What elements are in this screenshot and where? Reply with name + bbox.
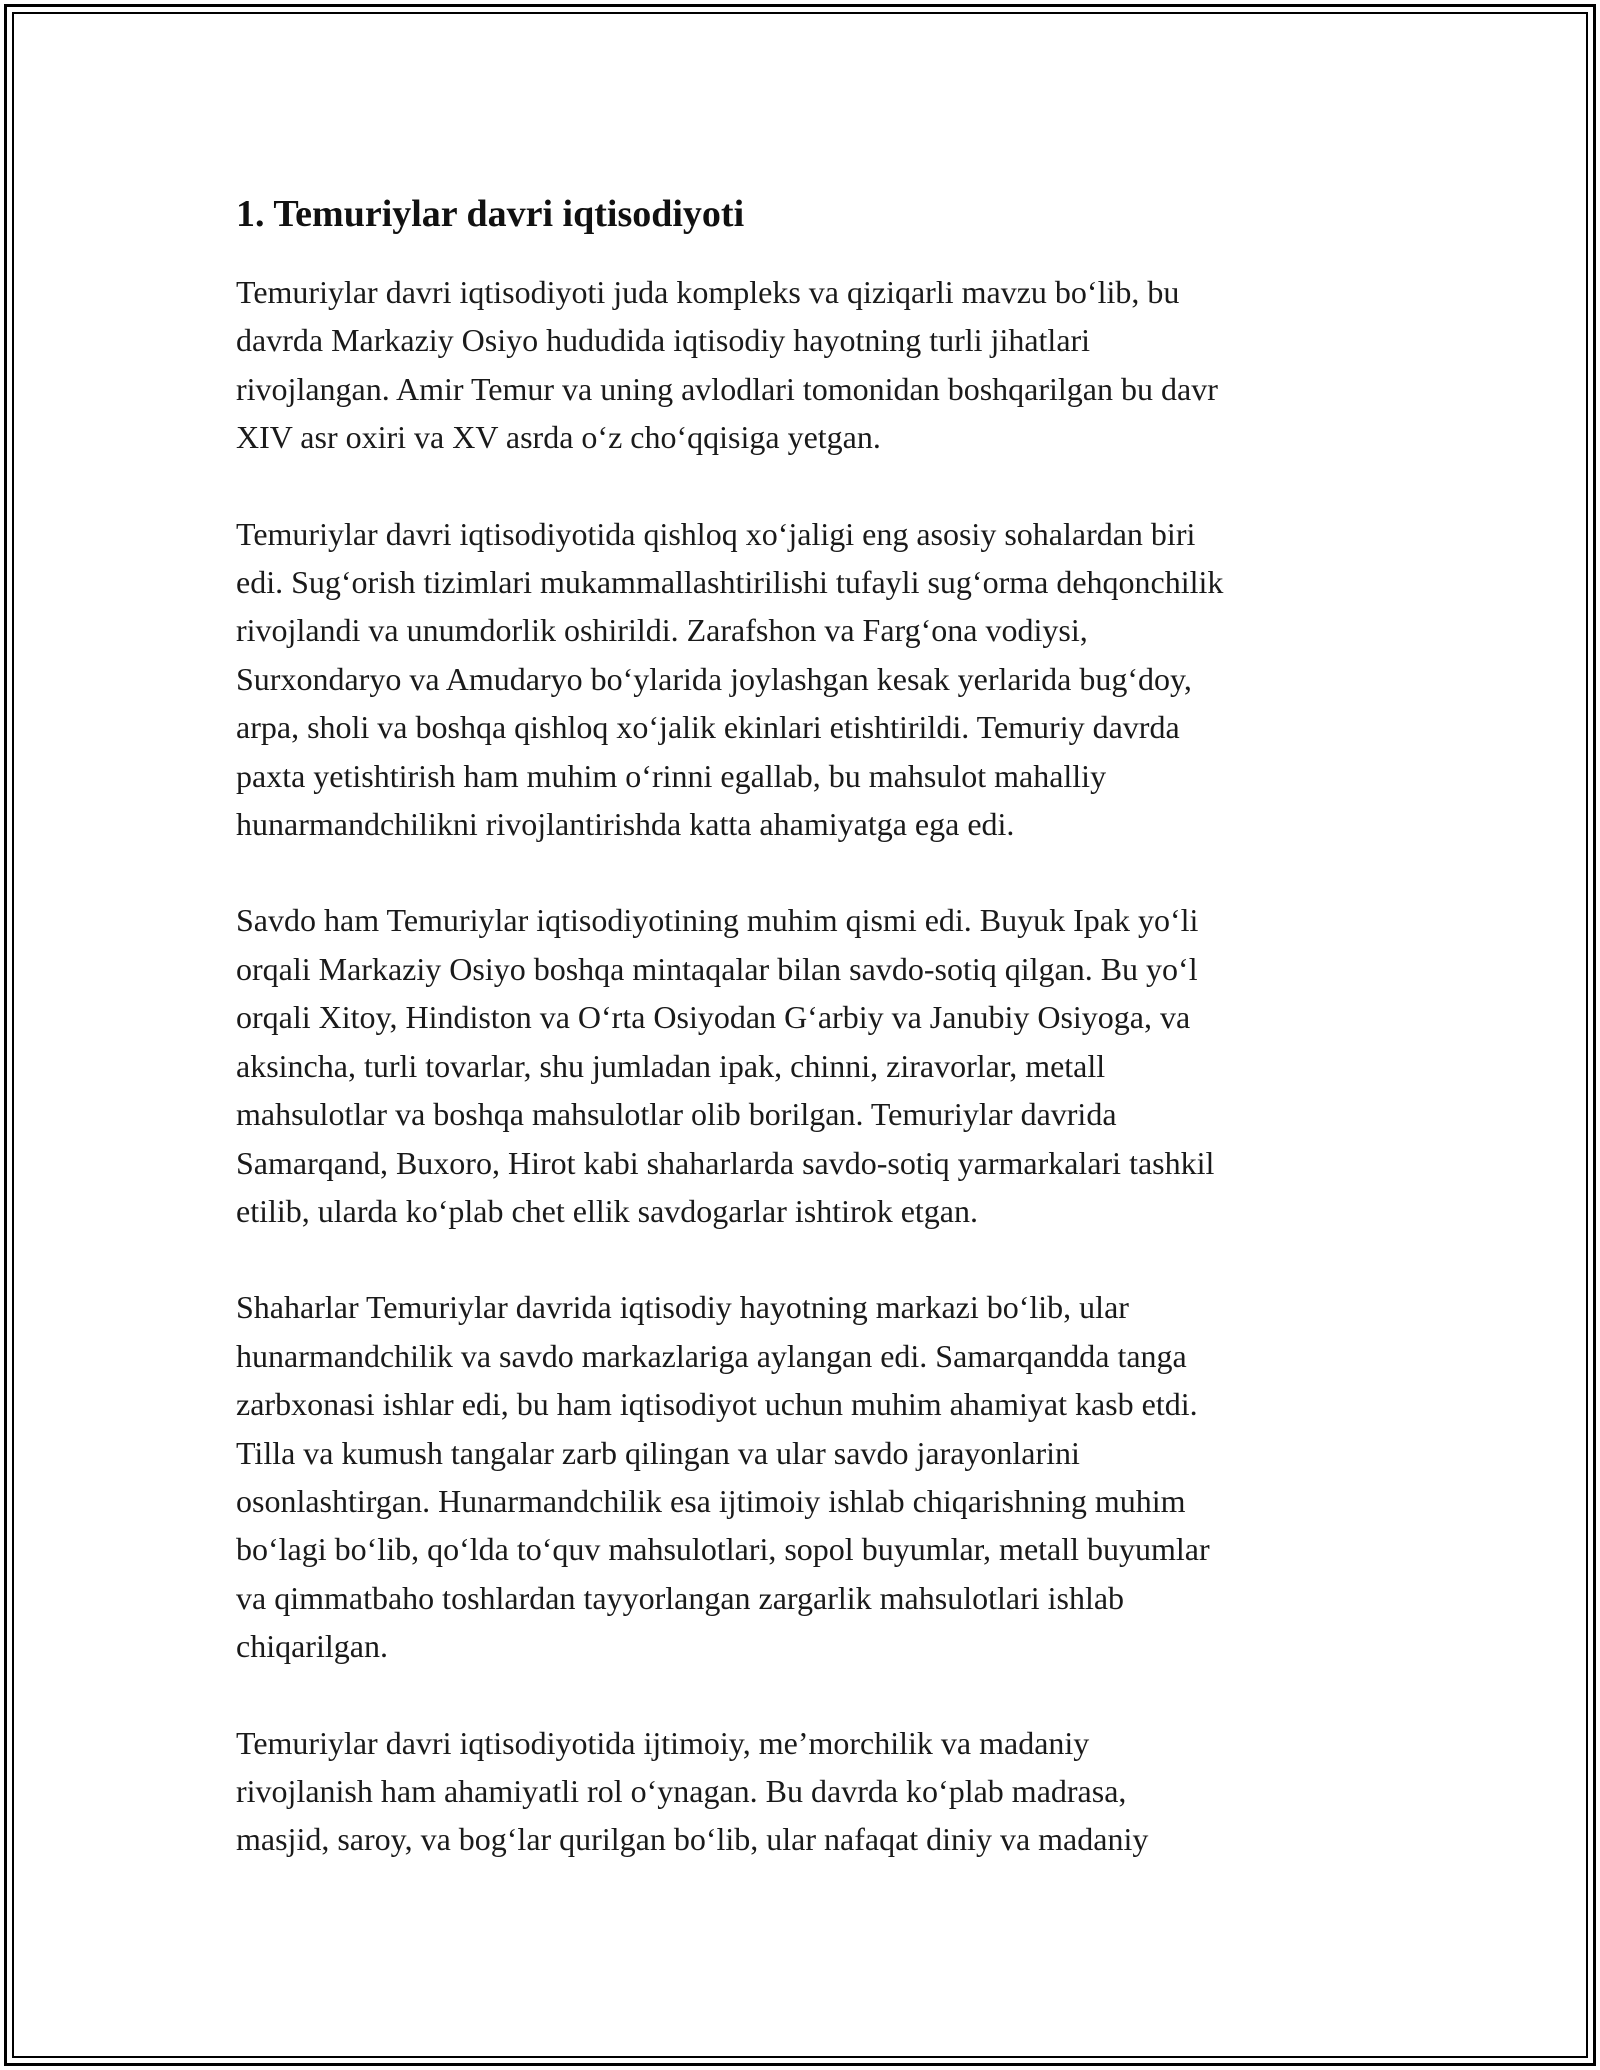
paragraph: [236, 1719, 1376, 1864]
text-line: hunarmandchilik va savdo markazlariga aylangan edi. Samarqandda tanga: [236, 1337, 1187, 1374]
text-line: rivojlanish ham ahamiyatli rol o‘ynagan. Bu davrda ko‘plab madrasa,: [236, 1772, 1127, 1809]
text-line: osonlashtirgan. Hunarmandchilik esa ijtimoiy ishlab chiqarishning muhim: [236, 1482, 1186, 1519]
text-line: davrda Markaziy Osiyo hududida iqtisodiy hayotning turli jihatlari: [236, 322, 1091, 359]
document-body: [236, 188, 1376, 1912]
paragraph: [236, 896, 1376, 1235]
paragraph: [236, 1283, 1376, 1670]
text-line: bo‘lagi bo‘lib, qo‘lda to‘quv mahsulotlari, sopol buyumlar, metall buyumlar: [236, 1531, 1210, 1568]
text-line: chiqarilgan.: [236, 1628, 388, 1665]
text-line: arpa, sholi va boshqa qishloq xo‘jalik ekinlari etishtirildi. Temuriy davrda: [236, 709, 1180, 746]
text-line: Temuriylar davri iqtisodiyotida ijtimoiy, me’morchilik va madaniy: [236, 1724, 1090, 1761]
text-line: Temuriylar davri iqtisodiyotida qishloq xo‘jaligi eng asosiy sohalardan biri: [236, 515, 1196, 552]
paragraph: [236, 268, 1376, 462]
text-line: orqali Markaziy Osiyo boshqa mintaqalar bilan savdo-sotiq qilgan. Bu yo‘l: [236, 950, 1198, 987]
text-line: edi. Sug‘orish tizimlari mukammallashtirilishi tufayli sug‘orma dehqonchilik: [236, 564, 1224, 601]
text-line: Surxondaryo va Amudaryo bo‘ylarida joylashgan kesak yerlarida bug‘doy,: [236, 660, 1192, 697]
text-line: XIV asr oxiri va XV asrda o‘z cho‘qqisiga yetgan.: [236, 419, 881, 456]
text-line: etilib, ularda ko‘plab chet ellik savdogarlar ishtirok etgan.: [236, 1192, 978, 1229]
text-line: Tilla va kumush tangalar zarb qilingan va ular savdo jarayonlarini: [236, 1434, 1080, 1471]
text-line: hunarmandchilikni rivojlantirishda katta ahamiyatga ega edi.: [236, 806, 1015, 843]
text-line: rivojlandi va unumdorlik oshirildi. Zarafshon va Farg‘ona vodiysi,: [236, 612, 1088, 649]
text-line: paxta yetishtirish ham muhim o‘rinni egallab, bu mahsulot mahalliy: [236, 757, 1107, 794]
text-line: orqali Xitoy, Hindiston va O‘rta Osiyodan G‘arbiy va Janubiy Osiyoga, va: [236, 999, 1191, 1036]
paragraph: [236, 510, 1376, 849]
text-line: Samarqand, Buxoro, Hirot kabi shaharlarda savdo-sotiq yarmarkalari tashkil: [236, 1144, 1215, 1181]
section-heading: 1. Temuriylar davri iqtisodiyoti: [236, 193, 745, 235]
text-line: zarbxonasi ishlar edi, bu ham iqtisodiyot uchun muhim ahamiyat kasb etdi.: [236, 1386, 1198, 1423]
text-line: rivojlangan. Amir Temur va uning avlodlari tomonidan boshqarilgan bu davr: [236, 370, 1218, 407]
text-line: Shaharlar Temuriylar davrida iqtisodiy hayotning markazi bo‘lib, ular: [236, 1289, 1129, 1326]
text-line: masjid, saroy, va bog‘lar qurilgan bo‘lib, ular nafaqat diniy va madaniy: [236, 1821, 1149, 1858]
text-line: Temuriylar davri iqtisodiyoti juda kompleks va qiziqarli mavzu bo‘lib, bu: [236, 274, 1180, 310]
text-line: mahsulotlar va boshqa mahsulotlar olib borilgan. Temuriylar davrida: [236, 1096, 1117, 1133]
text-line: aksincha, turli tovarlar, shu jumladan ipak, chinni, ziravorlar, metall: [236, 1047, 1106, 1084]
text-line: va qimmatbaho toshlardan tayyorlangan zargarlik mahsulotlari ishlab: [236, 1579, 1125, 1616]
text-line: Savdo ham Temuriylar iqtisodiyotining muhim qismi edi. Buyuk Ipak yo‘li: [236, 902, 1199, 939]
